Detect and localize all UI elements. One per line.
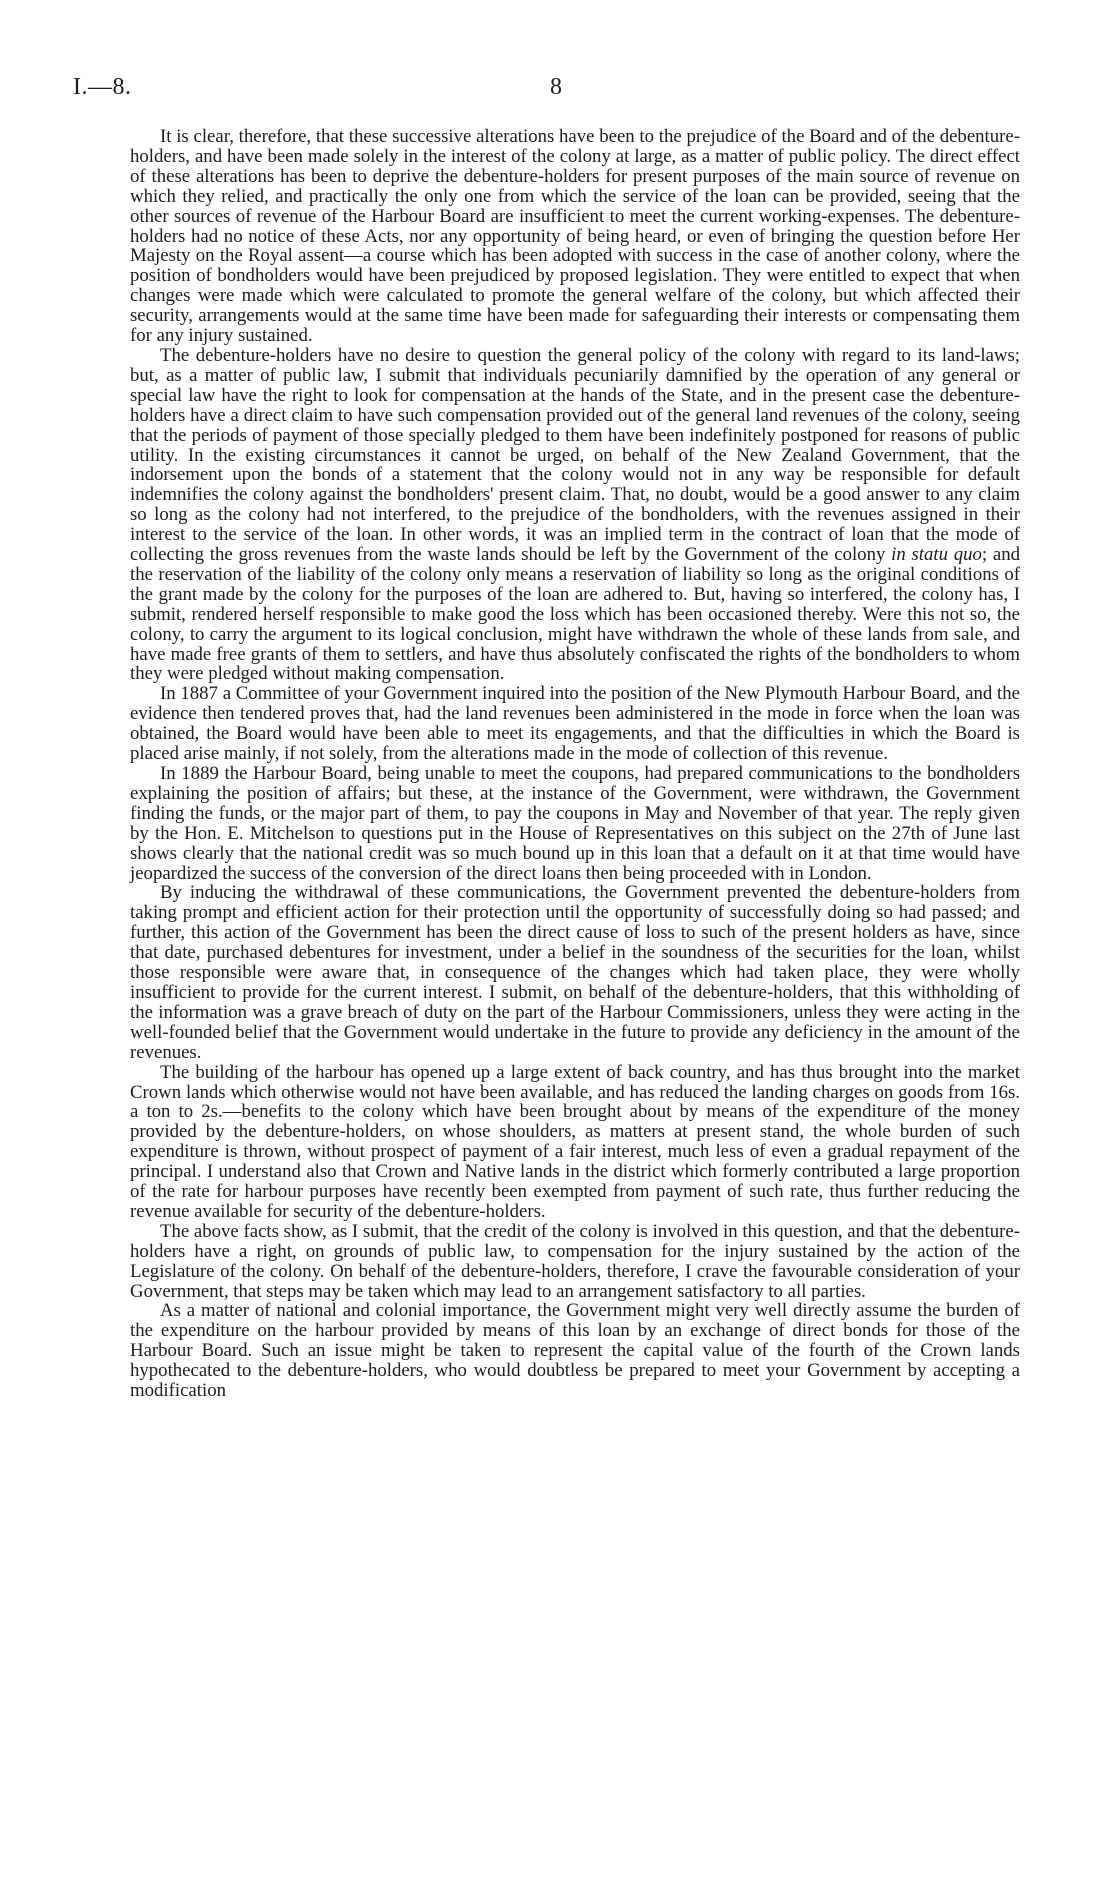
body-text xyxy=(130,127,1020,1401)
paragraph-7: The above facts show, as I submit, that the credit of the colony is involved in this question, and that the debenture-holders have a right, on grounds of public law, to compensation for the injury sustained by the action of the Legislature of the colony. On behalf of the debenture-holders, therefore, I crave the favourable consideration of your Government, that steps may be taken which may lead to an arrangement satisfactory to all parties. xyxy=(130,1220,1020,1302)
paragraph-2-part-1: The debenture-holders have no desire to question the general policy of the colony with regard to its land-laws; but, as a matter of public law, I submit that individuals pecuniarily damnified by the operation of any general or special law have the right to look for compensation at the hands of the State, and in the present case the debenture-holders have a direct claim to have such compensation provided out of the general land revenues of the colony, seeing that the periods of payment of those specially pledged to them have been indefinitely postponed for reasons of public utility. In the existing circumstances it cannot be urged, on behalf of the New Zealand Government, that the indorsement upon the bonds of a statement that the colony would not in any way be responsible for default indemnifies the colony against the bondholders' present claim. That, no doubt, would be a good answer to any claim so long as the colony had not interfered, to the prejudice of the bondholders, with the revenues assigned in their interest to the service of the loan. In other words, it was an implied term in the contract of loan that the mode of collecting the gross revenues from the waste lands should be left by the Government of the colony xyxy=(130,344,1020,566)
paragraph-2 xyxy=(130,346,1020,684)
paragraph-2-part-2: ; and the reservation of the liability of the colony only means a reservation of liability so long as the original conditions of the grant made by the colony for the purposes of the loan are adhered to. But, having so interfered, the colony has, I submit, rendered herself responsible to make good the loss which has been occasioned thereby. Were this not so, the colony, to carry the argument to its logical conclusion, might have withdrawn the whole of these lands from sale, and have made free grants of them to settlers, and have thus absolutely confiscated the rights of the bondholders to whom they were pledged without making compensation. xyxy=(130,544,1021,685)
latin-phrase: in statu quo xyxy=(891,544,982,566)
paragraph-4: In 1889 the Harbour Board, being unable to meet the coupons, had prepared communications to the bondholders explaining the position of affairs; but these, at the instance of the Government, were withdrawn, the Government finding the funds, or the major part of them, to pay the coupons in May and November of that year. The reply given by the Hon. E. Mitchelson to questions put in the House of Representatives on this subject on the 27th of June last shows clearly that the national credit was so much bound up in this loan that a default on it at that time would have jeopardized the success of the conversion of the direct loans then being proceeded with in London. xyxy=(130,763,1020,884)
page-number: 8 xyxy=(550,74,562,100)
paragraph-1: It is clear, therefore, that these successive alterations have been to the prejudice of the Board and of the debenture-holders, and have been made solely in the interest of the colony at large, as a matter of public policy. The direct effect of these alterations has been to deprive the debenture-holders for present purposes of the main source of revenue on which they relied, and practically the only one from which the service of the loan can be provided, seeing that the other sources of revenue of the Harbour Board are insufficient to meet the current working-expenses. The debenture-holders had no notice of these Acts, nor any opportunity of being heard, or even of bringing the question before Her Majesty on the Royal assent—a course which has been adopted with success in the case of another colony, where the position of bondholders would have been prejudiced by proposed legislation. They were entitled to expect that when changes were made which were calculated to promote the general welfare of the colony, but which affected their security, arrangements would at the same time have been made for safeguarding their interests or compensating them for any injury sustained. xyxy=(130,126,1020,347)
paragraph-3: In 1887 a Committee of your Government inquired into the position of the New Plymouth Harbour Board, and the evidence then tendered proves that, had the land revenues been administered in the mode in force when the loan was obtained, the Board would have been able to meet its engagements, and that the difficulties in which the Board is placed arise mainly, if not solely, from the alterations made in the mode of collection of this revenue. xyxy=(130,683,1020,765)
paragraph-6: The building of the harbour has opened up a large extent of back country, and has thus brought into the market Crown lands which otherwise would not have been available, and has reduced the landing charges on goods from 16s. a ton to 2s.—benefits to the colony which have been brought about by means of the expenditure of the money provided by the debenture-holders, on whose shoulders, as matters at present stand, the whole burden of such expenditure is thrown, without prospect of payment of a fair interest, much less of even a gradual repayment of the principal. I understand also that Crown and Native lands in the district which formerly contributed a large proportion of the rate for harbour purposes have recently been exempted from payment of such rate, thus further reducing the revenue available for security of the debenture-holders. xyxy=(130,1061,1020,1222)
paragraph-8: As a matter of national and colonial importance, the Government might very well directly assume the burden of the expenditure on the harbour provided by means of this loan by an exchange of direct bonds for those of the Harbour Board. Such an issue might be taken to represent the capital value of the fourth of the Crown lands hypothecated to the debenture-holders, who would doubtless be prepared to meet your Government by accepting a modification xyxy=(130,1300,1020,1402)
page-id: I.—8. xyxy=(73,74,132,100)
paragraph-5: By inducing the withdrawal of these communications, the Government prevented the debenture-holders from taking prompt and efficient action for their protection until the opportunity of successfully doing so had passed; and further, this action of the Government has been the direct cause of loss to such of the present holders as have, since that date, purchased debentures for investment, under a belief in the soundness of the securities for the loan, whilst those responsible were aware that, in consequence of the changes which had taken place, they were wholly insufficient to provide for the current interest. I submit, on behalf of the debenture-holders, that this withholding of the information was a grave breach of duty on the part of the Harbour Commissioners, unless they were acting in the well-founded belief that the Government would undertake in the future to provide any deficiency in the amount of the revenues. xyxy=(130,882,1020,1063)
